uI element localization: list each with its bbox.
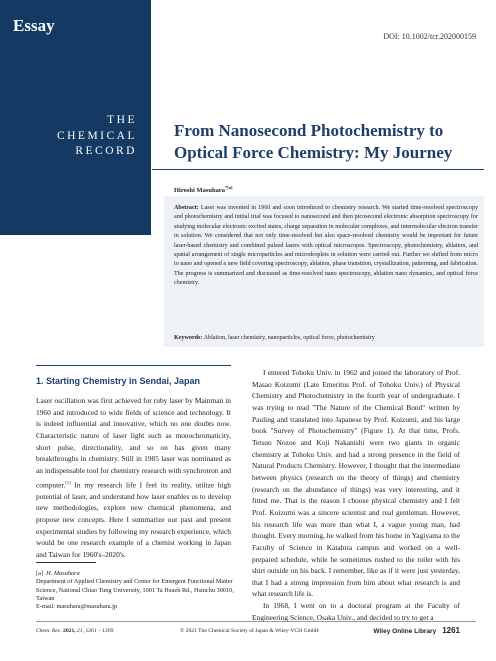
title-line: Optical Force Chemistry: My Journey (174, 143, 453, 162)
paragraph (36, 395, 231, 561)
affiliation-address: Department of Applied Chemistry and Center for Emergent Functional Matter Science, National Chiao Tung University, 1001 Ta Hsueh Rd., Hsinchu 30010, Taiwan (36, 578, 234, 602)
right-column (252, 367, 460, 623)
keywords-text: Ablation, laser chemistry, nanoparticles, optical force, photochemistry (203, 335, 375, 341)
article-title (174, 120, 474, 164)
affiliation-marker: [a] (36, 570, 43, 577)
publisher-link[interactable]: Wiley Online Library (373, 628, 437, 635)
citation-volume: 21, (77, 628, 85, 634)
abstract-text: Laser was invented in 1960 and soon introduced to chemistry research. We started time-resolved spectroscopy and photochemistry and initial trial was focused to nanosecond and then picosecond electronic absorption spectroscopy for studying molecular electronic excited states, charge separation in molecular complexes, and intermolecular electron transfer in solution. We considered that not only time-resolved but also space-resolved chemistry would be important for future laser-based chemistry and combined pulsed lasers with optical microscopes. Spectroscopy, photochemistry, ablation, and spatial arrangement of single microparticles and microdroplets in solution were carried out. Further we shifted from micro to nano and opened a new field covering spectroscopy, ablation, phase transition, crystallization, patterning, and fabrication. The progress is summarized and discussed as time-resolved nano spectroscopy, ablation nano dynamics, and optical force chemistry. (174, 205, 479, 287)
affiliation-name: H. Masuhara (46, 570, 80, 577)
doi[interactable]: DOI: 10.1002/tcr.202000159 (383, 32, 476, 41)
copyright: © 2021 The Chemical Society of Japan & Wiley-VCH GmbH (180, 628, 319, 634)
abstract-label: Abstract: (174, 205, 199, 211)
publisher-block (373, 626, 460, 635)
left-column (36, 395, 231, 561)
citation-journal: Chem. Rec. (36, 628, 62, 634)
author-name: Hiroshi Masuhara (174, 187, 225, 195)
affiliation-email-line (36, 603, 234, 611)
email-link[interactable]: masuhara@masuhara.jp (56, 603, 117, 611)
citation-pages: 1261 – 1269 (85, 628, 114, 634)
keywords-label: Keywords: (174, 335, 203, 341)
citation-year: 2021, (63, 628, 76, 634)
paragraph: In 1968, I went on to a doctoral program at the Faculty of Engineering Science, Osaka Univ., and decided to try to get a (252, 601, 460, 622)
affiliation (36, 570, 234, 611)
section-heading: 1. Starting Chemistry in Sendai, Japan (36, 376, 201, 386)
reference-link[interactable]: [1] (65, 479, 71, 485)
author-mark: *[a] (224, 185, 233, 190)
title-line: From Nanosecond Photochemistry to (174, 121, 444, 140)
paragraph: I entered Tohoku Univ. in 1962 and joined the laboratory of Prof. Masao Koizumi (Late Emeritus Prof. of Tohoku Univ.) of Physical Chemistry and Photochemistry in the fourth year of undergraduate. I was trying to read "The Nature of the Chemical Bond" written by Pauling and translated into Japanese by Prof. Koizumi, and his large book "Survey of Photochemistry" (Figure 1). At that time, Profs. Tetsuo Nozoe and Koji Nakanishi were two giants in organic chemistry at Tohoku Univ. and had a strong presence in the field of Natural Products Chemistry. However, I thought that the intermediate between physics (research on the theory of things) and chemistry (research on the abundance of things) was very interesting, and it fitted me. That is the reason I choose physical chemistry and I felt Prof. Koizumi was a sincere scientist and real gentleman. However, his research life was more than what I, a vague young man, had thought. Every morning, he walked from his home in Yagiyama to the Faculty of Science in Katahira campus and worked on a well-prepared schedule, while he sometimes rushed to the toilet with his shirt outside on his back. I remember, like as if it were just yesterday, that I had a strong impression from him about what research is and what research life is. (252, 368, 460, 599)
affiliation-name-line (36, 570, 234, 578)
footer-divider (36, 621, 476, 622)
paragraph-text: Laser oscillation was first achieved for ruby laser by Mainman in 1960 and introduced to wide fields of science and technology. It is indeed influential and innovative, which no one doubts now. Characteristic nature of laser light such as monochromaticity, short pulse, directionality, and so on has given many breakthroughs in chemistry. Still in 1985 laser was nominated as an indispensable tool for chemistry research with synchrotron and computer. (36, 396, 231, 490)
journal-line: THE (107, 114, 137, 126)
author-line (174, 185, 232, 194)
section-divider (36, 365, 231, 366)
journal-line: RECORD (75, 145, 137, 157)
abstract (174, 204, 478, 289)
email-label: E-mail: (36, 603, 55, 611)
paragraph-text: In my research life I feel its reality, utilize high potential of laser, and understand how laser enables us to develop new methodologies, explore new chemical phenomena, and propose new concepts. Here I summarize our past and present experimental studies by following my research experience, which would be one research example of a chemist working in Japan and Taiwan for 1960's–2020's. (36, 480, 231, 559)
keywords (174, 334, 478, 343)
page-number: 1261 (442, 626, 460, 635)
section-label: Essay (13, 16, 55, 35)
footnote-divider (36, 562, 96, 563)
journal-name (0, 113, 151, 160)
citation (36, 628, 113, 634)
title-divider (152, 169, 484, 170)
journal-line: CHEMICAL (56, 129, 137, 142)
